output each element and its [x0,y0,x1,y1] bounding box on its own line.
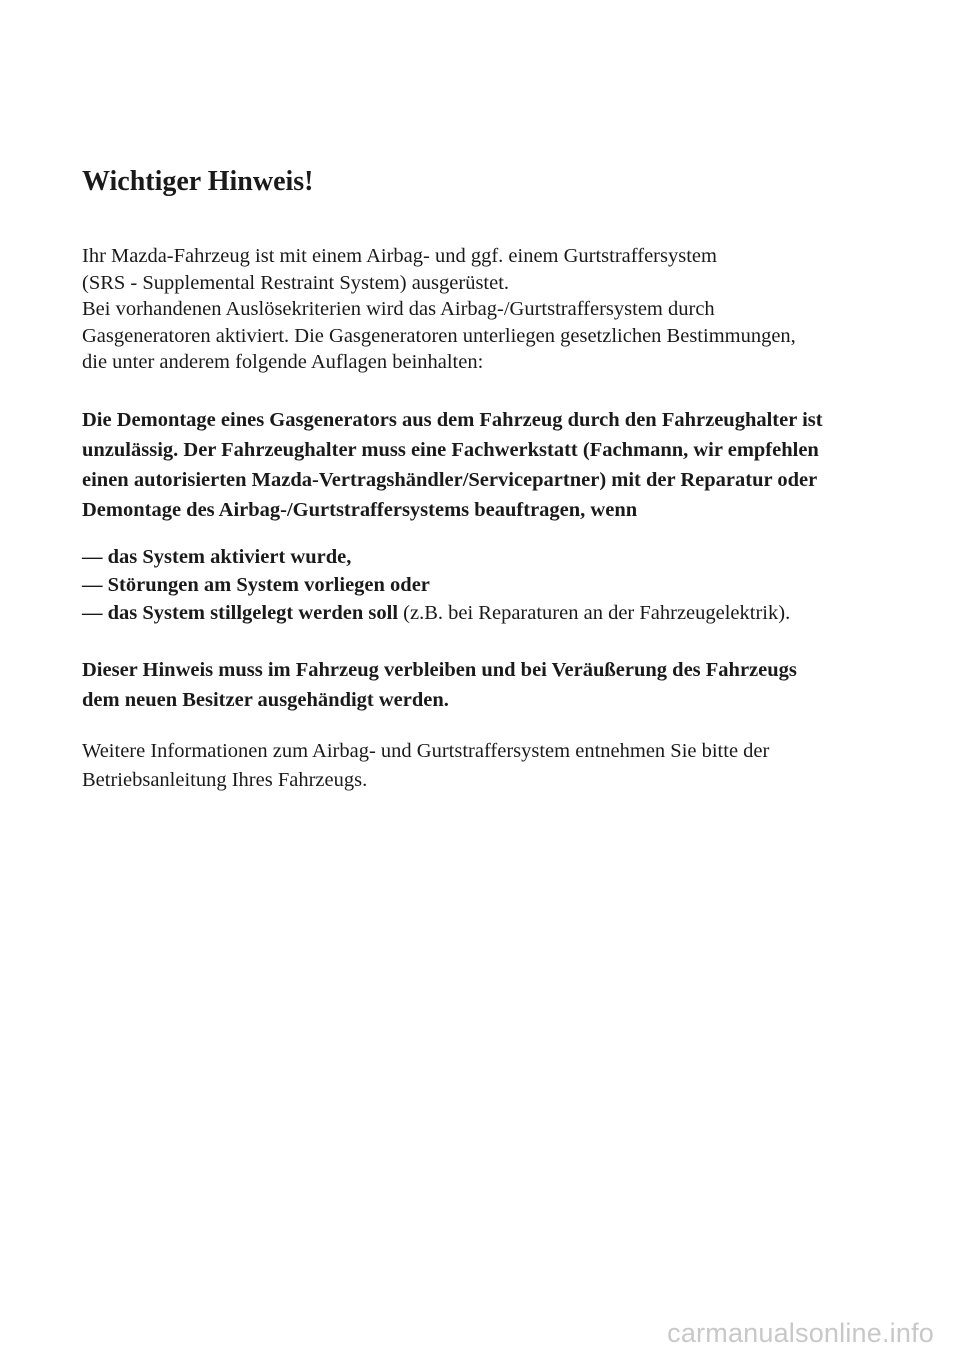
condition-item [82,571,790,599]
keep-notice-paragraph [82,655,797,715]
warning-line: Die Demontage eines Gasgenerators aus dem Fahrzeug durch den Fahrzeughalter ist [82,409,823,431]
keep-notice-line: dem neuen Besitzer ausgehändigt werden. [82,689,449,711]
keep-notice-line: Dieser Hinweis muss im Fahrzeug verbleiben und bei Veräußerung des Fahrzeugs [82,659,797,681]
condition-note: (z.B. bei Reparaturen an der Fahrzeugelektrik). [398,602,791,624]
warning-paragraph [82,405,823,525]
intro-line: (SRS - Supplemental Restraint System) ausgerüstet. [82,271,510,294]
page-title: Wichtiger Hinweis! [82,166,314,197]
intro-paragraph [82,243,796,376]
warning-line: Demontage des Airbag-/Gurtstraffersystems beauftragen, wenn [82,499,638,521]
condition-text: — Störungen am System vorliegen oder [82,574,430,596]
more-info-line: Weitere Informationen zum Airbag- und Gurtstraffersystem entnehmen Sie bitte der [82,740,770,762]
condition-text: — das System aktiviert wurde, [82,546,352,568]
warning-line: einen autorisierten Mazda-Vertragshändler/Servicepartner) mit der Reparatur oder [82,469,818,491]
watermark: carmanualsonline.info [667,1318,934,1348]
warning-line: unzulässig. Der Fahrzeughalter muss eine Fachwerkstatt (Fachmann, wir empfehlen [82,439,819,461]
conditions-list [82,543,790,627]
condition-text: — das System stillgelegt werden soll [82,602,399,624]
intro-line: Gasgeneratoren aktiviert. Die Gasgeneratoren unterliegen gesetzlichen Bestimmungen, [82,324,796,347]
more-info-paragraph [82,737,769,795]
more-info-line: Betriebsanleitung Ihres Fahrzeugs. [82,769,368,791]
condition-item [82,543,790,571]
intro-line: Bei vorhandenen Auslösekriterien wird das Airbag-/Gurtstraffersystem durch [82,298,715,320]
condition-item [82,599,790,627]
intro-line: Ihr Mazda-Fahrzeug ist mit einem Airbag- und ggf. einem Gurtstraffersystem [82,245,717,267]
intro-line: die unter anderem folgende Auflagen beinhalten: [82,351,484,373]
